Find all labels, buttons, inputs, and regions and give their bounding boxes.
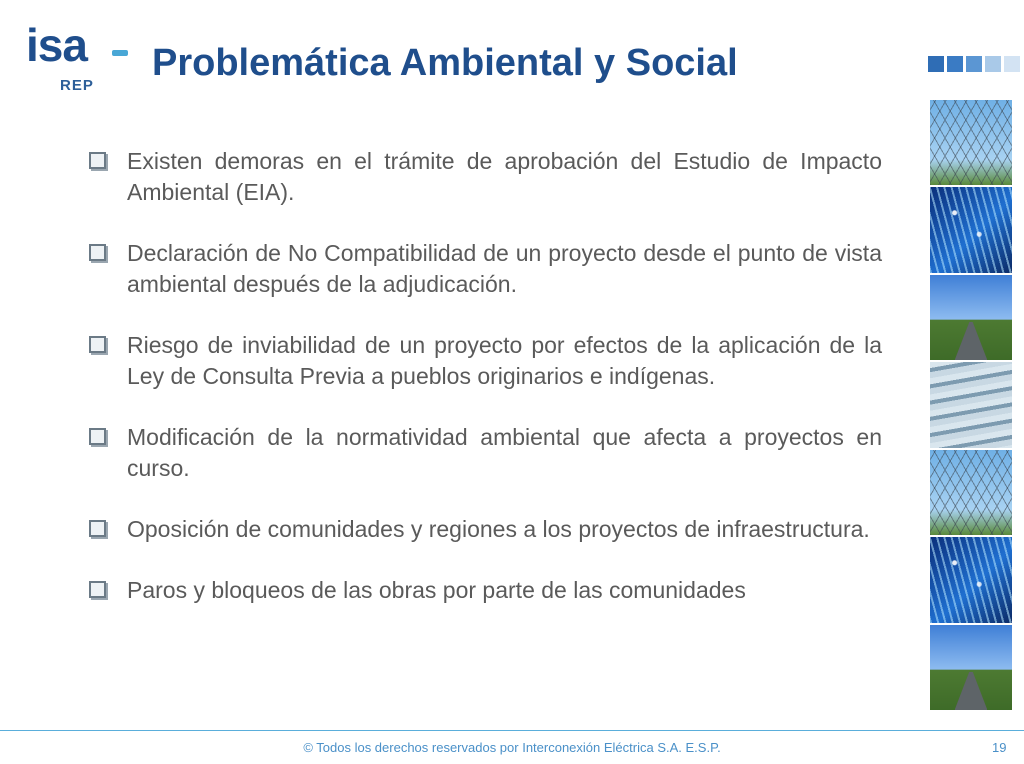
photo-transmission-tower <box>930 100 1012 185</box>
slide-title: Problemática Ambiental y Social <box>152 42 738 84</box>
bullet-item <box>88 575 882 606</box>
page-number: 19 <box>992 740 1007 755</box>
photo-transmission-tower <box>930 450 1012 535</box>
checkbox-bullet-icon <box>89 520 106 537</box>
checkbox-bullet-icon <box>89 336 106 353</box>
bullet-item <box>88 146 882 208</box>
logo-mark: isa <box>26 19 87 71</box>
decor-square <box>928 56 944 72</box>
footer-divider <box>0 730 1024 731</box>
bullet-list <box>88 146 882 636</box>
company-logo <box>26 19 130 98</box>
bullet-text: Modificación de la normatividad ambiental que afecta a proyectos en curso. <box>127 424 882 481</box>
checkbox-bullet-icon <box>89 244 106 261</box>
logo-accent <box>112 50 128 56</box>
bullet-text: Paros y bloqueos de las obras por parte de las comunidades <box>127 577 746 603</box>
checkbox-bullet-icon <box>89 581 106 598</box>
photo-fiber-optics <box>930 187 1012 272</box>
bullet-text: Riesgo de inviabilidad de un proyecto por efectos de la aplicación de la Ley de Consulta Previa a pueblos originarios e indígenas. <box>127 332 882 389</box>
checkbox-bullet-icon <box>89 152 106 169</box>
photo-strip <box>930 100 1012 710</box>
bullet-item <box>88 422 882 484</box>
photo-fiber-optics <box>930 537 1012 622</box>
bullet-text: Oposición de comunidades y regiones a los proyectos de infraestructura. <box>127 516 870 542</box>
logo-subtitle: REP <box>60 77 94 94</box>
bullet-item <box>88 330 882 392</box>
photo-highway <box>930 275 1012 360</box>
decor-square <box>985 56 1001 72</box>
bullet-item <box>88 514 882 545</box>
decor-square <box>966 56 982 72</box>
bullet-text: Existen demoras en el trámite de aprobación del Estudio de Impacto Ambiental (EIA). <box>127 148 882 205</box>
photo-highway <box>930 625 1012 710</box>
checkbox-bullet-icon <box>89 428 106 445</box>
bullet-item <box>88 238 882 300</box>
bullet-text: Declaración de No Compatibilidad de un proyecto desde el punto de vista ambiental después de la adjudicación. <box>127 240 882 297</box>
decor-square <box>947 56 963 72</box>
decor-square <box>1004 56 1020 72</box>
decorative-squares <box>928 56 1020 72</box>
footer-copyright: © Todos los derechos reservados por Interconexión Eléctrica S.A. E.S.P. <box>303 740 721 755</box>
photo-pipelines <box>930 362 1012 447</box>
